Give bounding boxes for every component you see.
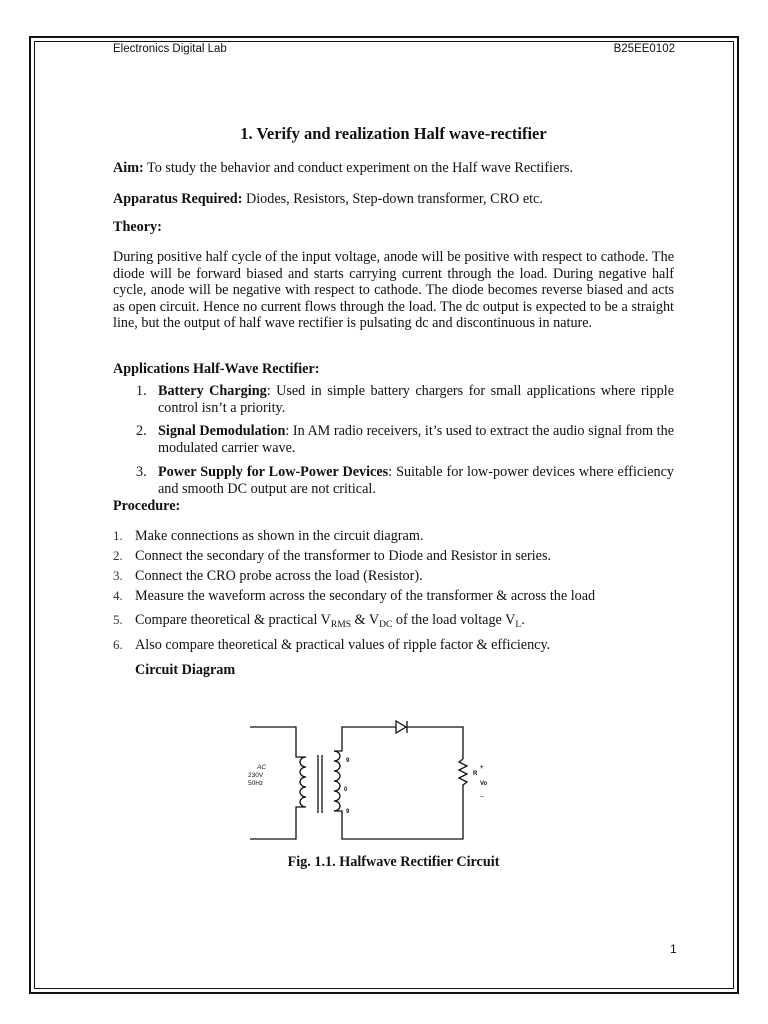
subscript-dc: DC: [379, 620, 393, 630]
header-roll-number: B25EE0102: [613, 43, 675, 55]
header-lab-name: Electronics Digital Lab: [113, 43, 227, 55]
procedure-heading: [113, 498, 674, 515]
list-item-text: [135, 612, 525, 629]
text-run: of the load voltage V: [392, 612, 516, 628]
primary-top-wire: [250, 727, 296, 747]
text-run: .: [521, 612, 525, 628]
ac-label: AC: [257, 764, 267, 771]
list-item-text: Make connections as shown in the circuit diagram.: [135, 528, 424, 544]
list-item-number: 3.: [136, 464, 147, 480]
secondary-top-wire: [334, 727, 396, 751]
list-item-text: Also compare theoretical & practical values of ripple factor & efficiency.: [135, 637, 551, 653]
list-item-text: Connect the CRO probe across the load (Resistor).: [135, 568, 423, 584]
applications-heading: [113, 361, 674, 378]
diode-icon: [396, 721, 406, 733]
primary-bottom-wire: [250, 817, 296, 839]
list-item-number: 2.: [136, 423, 147, 439]
procedure-heading-text: Procedure:: [113, 498, 181, 514]
minus-label: −: [480, 794, 485, 801]
resistor-icon: [459, 759, 467, 787]
list-item-number: 6.: [113, 637, 123, 652]
list-item-number: 4.: [113, 588, 123, 603]
aim-label: Aim:: [113, 160, 144, 176]
list-item-desc: : In AM radio receivers, it’s used to extract the audio signal from the modulated carrier wave.: [158, 423, 674, 456]
figure-caption: Fig. 1.1. Halfwave Rectifier Circuit: [287, 854, 500, 870]
apparatus-paragraph: [113, 191, 674, 208]
vo-label: Vo: [480, 781, 488, 787]
list-item-text: [158, 383, 674, 416]
list-item-desc: : Suitable for low-power devices where efficiency and smooth DC output are not critical.: [158, 464, 674, 497]
text-run: Compare theoretical & practical V: [135, 612, 331, 628]
page-number: 1: [670, 942, 677, 956]
diode-output-wire: [407, 727, 463, 759]
theory-heading-text: Theory:: [113, 219, 162, 235]
subscript-rms: RMS: [330, 620, 351, 630]
secondary-bottom-wire: [334, 787, 463, 839]
list-item-number: 3.: [113, 568, 123, 583]
tap-mid-label: 0: [344, 787, 348, 793]
circuit-heading-text: Circuit Diagram: [135, 662, 236, 678]
list-item-text: Measure the waveform across the secondary of the transformer & across the load: [135, 588, 596, 604]
aim-text: To study the behavior and conduct experiment on the Half wave Rectifiers.: [143, 160, 574, 176]
list-item-title: Signal Demodulation: [158, 423, 286, 439]
primary-coil: [296, 747, 306, 817]
secondary-coil: [334, 751, 340, 811]
theory-heading: [113, 219, 674, 236]
voltage-label: 230V: [248, 772, 264, 779]
experiment-title: 1. Verify and realization Half wave-rectifier: [240, 124, 547, 143]
list-item-number: 1.: [136, 383, 147, 399]
halfwave-rectifier-circuit-diagram: [248, 715, 498, 850]
plus-label: +: [480, 765, 484, 771]
apparatus-text: Diodes, Resistors, Step-down transformer, CRO etc.: [242, 191, 543, 207]
resistor-label: R: [473, 771, 478, 777]
circuit-heading: [135, 662, 235, 679]
subscript-l: L: [515, 620, 522, 630]
list-item-desc: : Used in simple battery chargers for small applications where ripple control isn’t a priority.: [158, 383, 674, 416]
list-item-text: [158, 464, 674, 497]
list-item-title: Power Supply for Low-Power Devices: [158, 464, 389, 480]
text-run: & V: [351, 612, 380, 628]
frequency-label: 50Hz: [248, 780, 264, 787]
applications-heading-text: Applications Half-Wave Rectifier:: [113, 361, 320, 377]
list-item-number: 2.: [113, 548, 123, 563]
theory-text: During positive half cycle of the input voltage, anode will be positive with respect to cathode. The diode will be forward biased and starts carrying current through the load. During negative half cycle, anode will be negative with respect to cathode. The diode becomes reverse biased and acts as open circuit. Hence no current flows through the load. The dc output is expected to be a straight line, but the output of half wave rectifier is pulsating dc and discontinuous in nature.: [113, 249, 674, 332]
list-item-number: 5.: [113, 612, 123, 627]
aim-paragraph: [113, 160, 674, 177]
tap-top-label: 9: [346, 758, 350, 764]
list-item-number: 1.: [113, 528, 123, 543]
list-item-title: Battery Charging: [158, 383, 267, 399]
list-item-text: [158, 423, 674, 456]
list-item-text: Connect the secondary of the transformer to Diode and Resistor in series.: [135, 548, 552, 564]
tap-bottom-label: 9: [346, 809, 350, 815]
apparatus-label: Apparatus Required:: [113, 191, 243, 207]
